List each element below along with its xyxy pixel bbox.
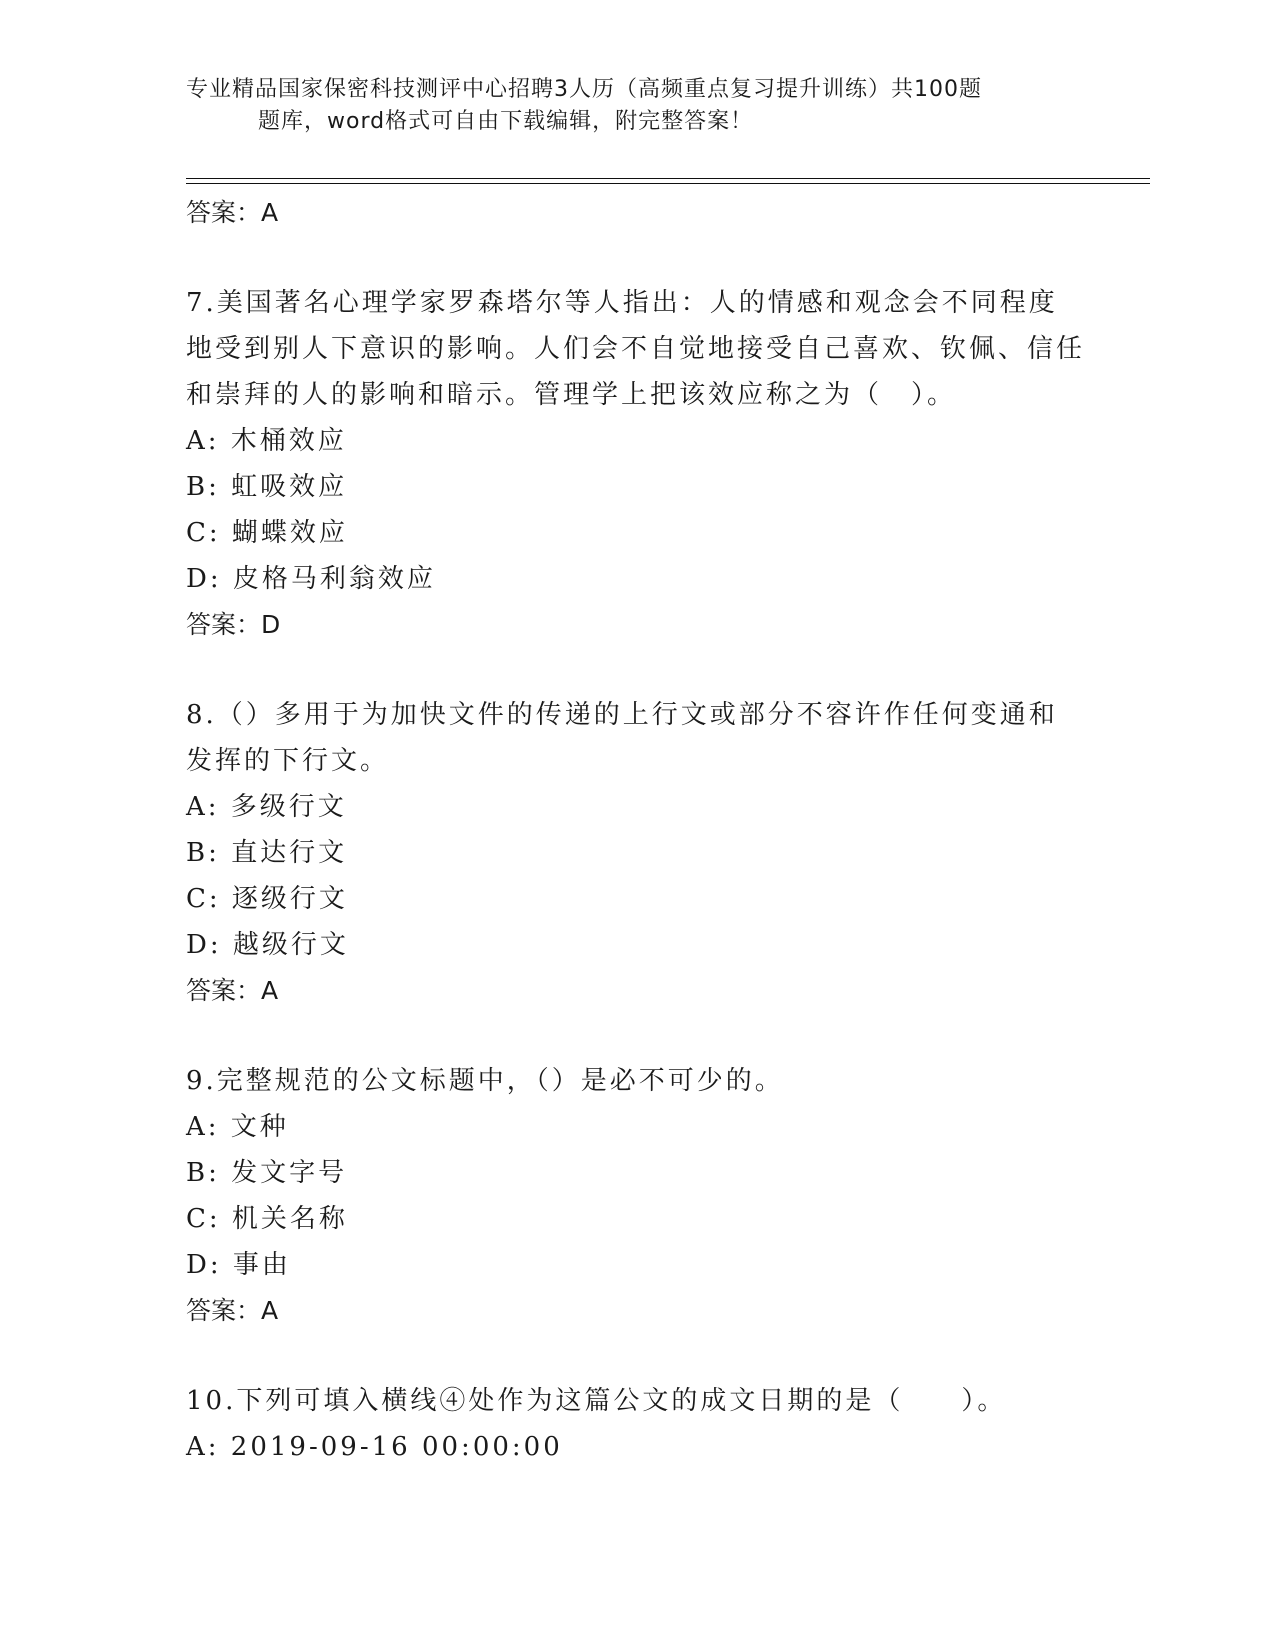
option-b: B: 发文字号 [186,1158,348,1188]
document-title-line-2: 题库，word格式可自由下载编辑，附完整答案！ [258,109,754,134]
option-d: D: 皮格马利翁效应 [186,564,436,594]
header-divider-bottom [186,183,1150,184]
option-d: D: 越级行文 [186,930,349,960]
answer-line: 答案：A [186,1296,279,1325]
answer-line: 答案：A [186,198,279,227]
option-d: D: 事由 [186,1250,291,1280]
document-title-line-1: 专业精品国家保密科技测评中心招聘3人历（高频重点复习提升训练）共100题 [186,77,982,102]
question-text: 9.完整规范的公文标题中，（）是必不可少的。 [186,1066,784,1096]
option-c: C: 机关名称 [186,1204,348,1234]
option-a: A: 多级行文 [186,792,347,822]
option-b: B: 直达行文 [186,838,348,868]
header-divider-top [186,178,1150,179]
question-block-7 [186,280,1086,648]
answer-line: 答案：D [186,610,281,639]
question-text: 7.美国著名心理学家罗森塔尔等人指出：人的情感和观念会不同程度地受到别人下意识的影响。人们会不自觉地接受自己喜欢、钦佩、信任和崇拜的人的影响和暗示。管理学上把该效应称之为（ ）。 [186,288,1086,410]
question-block-8 [186,692,1086,1014]
option-b: B: 虹吸效应 [186,472,348,502]
option-a: A: 2019-09-16 00:00:00 [186,1432,563,1462]
question-text: 10.下列可填入横线④处作为这篇公文的成文日期的是（ ）。 [186,1386,1007,1416]
option-a: A: 木桶效应 [186,426,347,456]
question-list [186,190,1086,1470]
question-block-9 [186,1058,1086,1334]
option-a: A: 文种 [186,1112,289,1142]
question-block-10 [186,1378,1086,1470]
page-header [186,74,1066,138]
option-c: C: 蝴蝶效应 [186,518,348,548]
option-c: C: 逐级行文 [186,884,348,914]
question-text: 8.（）多用于为加快文件的传递的上行文或部分不容许作任何变通和发挥的下行文。 [186,700,1058,776]
answer-line: 答案：A [186,976,279,1005]
